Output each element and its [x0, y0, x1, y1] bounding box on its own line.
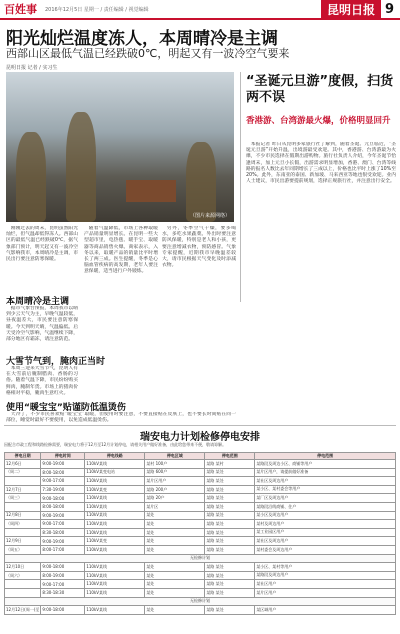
table-cell: 9:00-19:00: [41, 537, 85, 546]
table-row: [5, 477, 396, 486]
table-cell: 12月7日: [5, 485, 41, 494]
table-cell: 110kV某变电站: [85, 468, 145, 477]
table-row: [5, 606, 396, 615]
table-cell: 某处: [145, 563, 205, 572]
table-cell: 某处: [145, 571, 205, 580]
table-cell: 某路 某处: [205, 545, 255, 554]
table-cell: 某厂区及周边用户: [255, 494, 396, 503]
table-cell: （周三）: [5, 494, 41, 503]
article-photo: [6, 72, 234, 222]
table-cell: 某路段及周边小区、商铺等用户: [255, 460, 396, 469]
header-line: 停电线路: [85, 453, 145, 460]
photo-caption: （图片来源网络）: [189, 213, 230, 219]
table-cell: 110kV某线: [85, 502, 145, 511]
table-cell: 某工业园区用户: [255, 528, 396, 537]
table-row: [5, 571, 396, 580]
table-cell: 某处: [145, 580, 205, 589]
table-cell: [5, 580, 41, 589]
table-cell: 9:00-17:00: [41, 477, 85, 486]
middle-paragraph: 随着气温降低，市场上各种取暖产品销量明显增长。在昆明一些大型超市里，电热毯、暖手宝、取暖器等商品销售火爆。商家表示，入冬以来，取暖产品的销量比平时增长了两三成。医生提醒，冬季是心脑血管疾病的高发期，老年人要注意保暖，适当进行户外锻炼。: [84, 226, 158, 275]
table-cell: 某路 某处: [205, 494, 255, 503]
table-cell: 110kV某线: [85, 494, 145, 503]
table-row: [5, 520, 396, 529]
table-cell: 某片区用户，请提前做好准备: [255, 468, 396, 477]
table-cell: 某路 某处: [205, 571, 255, 580]
table-cell: 某社区及周边用户: [255, 537, 396, 546]
header-date: 停电日期: [5, 453, 41, 460]
table-cell: 某路段及周边用户: [255, 571, 396, 580]
section3-title: 使用“暖宝宝”贴谨防低温烫伤: [6, 403, 126, 413]
newspaper-logo: 昆明日报: [321, 0, 381, 20]
table-cell: 某路 某村: [205, 460, 255, 469]
article-headline: 阳光灿烂温度冻人，本周晴冷是主调: [6, 29, 278, 49]
table-cell: 某路 某处: [205, 520, 255, 529]
table-cell: 某路 某处: [205, 477, 255, 486]
section2-paragraph: 本周三迎来大雪节气，昆明人有在大雪前后腌制腊肉、香肠的习俗。随着气温下降，市民纷纷购买鲜肉，腌制年货。市场上的猪肉价格相对平稳，腌肉生意红火。: [6, 366, 78, 396]
table-cell: 110kV某线: [85, 580, 145, 589]
sidebar-title: “圣诞元旦游”度假，扫货两不误: [246, 74, 394, 105]
table-cell: 110kV某线: [85, 460, 145, 469]
table-cell: 某路段沿线商铺、住户: [255, 502, 396, 511]
table-cell: 12月9日: [5, 537, 41, 546]
table-row: [5, 511, 396, 520]
table-cell: 9:00-19:00: [41, 460, 85, 469]
photo-tree-shape: [66, 112, 96, 222]
section2-body: [6, 366, 78, 398]
table-cell: 110kV某线: [85, 511, 145, 520]
section1-title: 本周晴冷是主调: [6, 297, 70, 307]
table-cell: 8:30-18:30: [41, 588, 85, 597]
table-cell: 110kV某线: [85, 528, 145, 537]
table-cell: 110kV某变: [85, 537, 145, 546]
outage-table-title: 瑞安电力计划检修停电安排: [140, 432, 260, 443]
sidebar-paragraph: 本报记者 昨日从昆明多家旅行社了解到，随着圣诞、元旦临近，“圣诞元旦游”开始升温，出境游最受欢迎。其中，香港游、台湾游最为火爆，不少市民选择在假期出游购物。旅行社负责人介绍，今年圣诞节恰逢周末，加上元旦小长假，出游需求明显增加，香港、澳门、台湾等线路的报名人数比去年同期增长了三成以上，价格也比平时上涨了10%至20%。此外，东南亚的泰国、新加坡、马来西亚等地也很受欢迎。业内人士建议，市民出游要提前规划，选择正规旅行社，并注意出行安全。: [246, 142, 396, 185]
table-cell: 某处: [145, 545, 205, 554]
outage-table-note: 因配合市政工程和线路检修需要，瑞安电力将于12月至12月计划停电，请相关用户做好准备，由此给您带来不便，敬请谅解。: [4, 442, 227, 447]
section1-paragraph: 据市气象台预报，本周我市以晴到少云天气为主，早晚气温较低，昼夜温差大，市民要注意防寒保暖。今天到明天晴，气温偏低。后天受冷空气影响，气温继续下降，部分地区有霜冻，请注意防范。: [6, 306, 78, 343]
table-cell: 某路 某处: [205, 502, 255, 511]
table-cell: 某路 某处: [205, 511, 255, 520]
table-cell: 某路 某处: [205, 606, 255, 615]
photo-tree-shape: [186, 142, 216, 222]
table-cell: 某处: [145, 511, 205, 520]
table-cell: 9:00-17:00: [41, 580, 85, 589]
table-cell: 7:30-19:00: [41, 485, 85, 494]
table-cell: [5, 588, 41, 597]
table-cell: 某路 某处: [205, 528, 255, 537]
header-range-detail: 停电范围: [255, 453, 396, 460]
table-cell: 12月8日: [5, 511, 41, 520]
table-cell: 110kV某线: [85, 545, 145, 554]
table-cell: 8:00-17:00: [41, 545, 85, 554]
table-cell: 某社区用户: [255, 580, 396, 589]
table-cell: 某路 20户: [145, 494, 205, 503]
table-row: [5, 588, 396, 597]
table-divider: [4, 425, 396, 426]
table-cell: 8:30-18:00: [41, 528, 85, 537]
table-cell: 某小区、某村等用户: [255, 563, 396, 572]
table-cell: 某处: [145, 520, 205, 529]
table-row: [5, 528, 396, 537]
table-cell: 8:00-18:00: [41, 502, 85, 511]
table-cell: 某处: [145, 528, 205, 537]
table-cell: 110kV某线: [85, 477, 145, 486]
section-name: 百姓事: [4, 3, 37, 16]
table-cell: 110kV某线: [85, 563, 145, 572]
table-cell: 某路 某处: [205, 580, 255, 589]
header-area: 停电区域: [145, 453, 205, 460]
table-row: [5, 537, 396, 546]
table-row: [5, 580, 396, 589]
right-paragraph: 另外，冬季空气干燥，要多喝水，多吃水果蔬菜。外出时要注意防风保暖，特别是老人和小孩，更要注意增减衣物，预防感冒。气象专家提醒，近期我市早晚温差较大，请市民根据天气变化及时添减衣物。: [162, 226, 236, 269]
photo-roof-shape: [126, 180, 176, 202]
table-cell: 某村委会及周边用户: [255, 545, 396, 554]
outage-table: [4, 452, 396, 615]
table-cell: 某小区、某村委会等用户: [255, 485, 396, 494]
table-header-row: [5, 453, 396, 460]
table-cell: 某小区及周边用户: [255, 511, 396, 520]
no-plan-cell: 无检修计划: [5, 554, 396, 563]
table-cell: 某路 200户: [145, 485, 205, 494]
table-cell: 某片区用户: [255, 588, 396, 597]
table-cell: [5, 528, 41, 537]
table-cell: 某路 某处: [205, 468, 255, 477]
table-cell: 110kV某线: [85, 588, 145, 597]
table-row: [5, 545, 396, 554]
table-cell: [5, 477, 41, 486]
table-row: [5, 468, 396, 477]
table-cell: 110kV某线: [85, 520, 145, 529]
table-cell: 9:00-18:00: [41, 563, 85, 572]
table-cell: 110kV某线: [85, 571, 145, 580]
no-plan-cell: 无检修计划: [5, 597, 396, 606]
table-cell: 某片区: [145, 502, 205, 511]
section1-body: [6, 306, 78, 350]
page-number: 9: [384, 1, 394, 17]
article-middle-column: [84, 226, 158, 398]
table-cell: 某村及周边用户: [255, 520, 396, 529]
table-cell: （周六）: [5, 571, 41, 580]
table-cell: 9:00-17:00: [41, 520, 85, 529]
table-cell: 某社区及周边用户: [255, 477, 396, 486]
table-cell: 9:00-18:00: [41, 494, 85, 503]
table-row-no-plan: [5, 597, 396, 606]
table-cell: 某区域用户: [255, 606, 396, 615]
section3-body: [6, 412, 236, 424]
table-cell: 某片区用户: [145, 477, 205, 486]
table-cell: 12月6日: [5, 460, 41, 469]
table-row: [5, 485, 396, 494]
table-cell: 12月12日(周一)至: [5, 606, 41, 615]
table-row-no-plan: [5, 554, 396, 563]
table-cell: 12月10日: [5, 563, 41, 572]
intro-paragraph: 刚刚过去的周末，昆明虽然阳光灿烂，但气温却低得冻人。西部山区的最低气温已经跌破0℃，据气象部门预计，明天起又有一波冷空气影响我市，本周晴冷是主调，市民出行要注意防寒保暖。: [6, 226, 78, 263]
table-cell: 110kV某线: [85, 606, 145, 615]
table-row: [5, 563, 396, 572]
table-cell: （周二）: [5, 468, 41, 477]
table-cell: 某路 某处: [205, 588, 255, 597]
header-range: 停电范围: [205, 453, 255, 460]
table-cell: 某处: [145, 537, 205, 546]
table-cell: 8:00-18:00: [41, 468, 85, 477]
issue-meta: 2016年12月5日 星期一 / 责任编辑 / 视觉编辑: [45, 6, 149, 13]
table-cell: 9:00-18:00: [41, 606, 85, 615]
table-row: [5, 494, 396, 503]
article-byline: 昆明日报 记者 / 实习生: [6, 65, 58, 71]
article-right-column: [162, 226, 236, 398]
table-row: [5, 502, 396, 511]
outage-table-body: [5, 460, 396, 615]
column-divider: [240, 72, 241, 302]
table-cell: 某处: [145, 606, 205, 615]
table-cell: 某村 100户: [145, 460, 205, 469]
table-cell: 某处: [145, 588, 205, 597]
table-row: [5, 460, 396, 469]
table-cell: （周五）: [5, 545, 41, 554]
table-cell: 8:00-19:00: [41, 571, 85, 580]
article-subheadline: 西部山区最低气温已经跌破0℃，明起又有一波冷空气要来: [6, 47, 290, 60]
table-cell: 某路 某处: [205, 485, 255, 494]
article-intro: [6, 226, 78, 290]
sidebar-subtitle: 香港游、台湾游最火爆，价格明显回升: [246, 116, 391, 126]
table-cell: 某路 某处: [205, 537, 255, 546]
table-cell: 9:00-19:00: [41, 511, 85, 520]
section2-title: 大雪节气到，腌肉正当时: [6, 357, 106, 367]
table-cell: [5, 502, 41, 511]
table-cell: （周四）: [5, 520, 41, 529]
table-cell: 某路 某处: [205, 563, 255, 572]
page-header: [0, 0, 400, 20]
table-cell: 110kV某变: [85, 485, 145, 494]
sidebar-body: [246, 142, 396, 422]
photo-tree-shape: [16, 132, 46, 222]
header-time: 停电时间: [41, 453, 85, 460]
section3-paragraph: 天冷了，不少市民喜欢贴“暖宝宝”取暖，但使用时要注意，不要直接贴在皮肤上，也不要长时间贴在同一部位，睡觉时最好不要使用，以免造成低温烫伤。: [6, 412, 236, 424]
table-cell: 某路 600户: [145, 468, 205, 477]
